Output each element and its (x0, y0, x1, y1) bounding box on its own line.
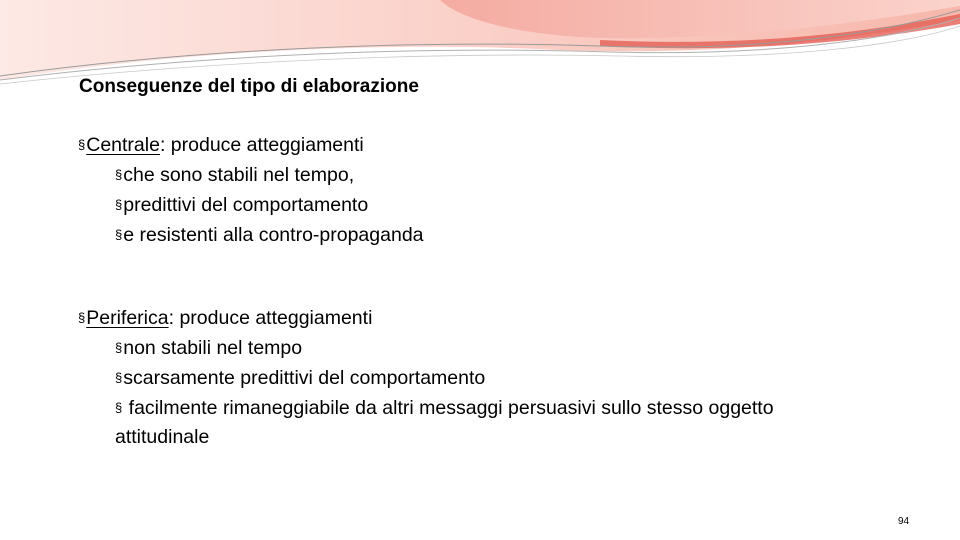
peripheral-item-continuation (78, 423, 774, 452)
central-term: Centrale (86, 134, 160, 156)
bullet-icon: § (115, 167, 123, 182)
bullet-icon: § (115, 370, 123, 385)
peripheral-item-text: scarsamente predittivi del comportamento (123, 367, 486, 389)
central-item (78, 160, 424, 190)
peripheral-heading-text: : produce atteggiamenti (168, 307, 373, 329)
peripheral-section (78, 303, 774, 452)
central-section (78, 130, 424, 250)
peripheral-item (78, 393, 774, 423)
central-item-text: e resistenti alla contro-propaganda (123, 224, 424, 246)
bullet-icon: § (115, 227, 123, 242)
central-heading-text: : produce atteggiamenti (159, 134, 364, 156)
bullet-icon: § (115, 197, 123, 212)
peripheral-item (78, 363, 774, 393)
central-heading (78, 130, 424, 160)
central-item-text: predittivi del comportamento (123, 194, 369, 216)
page-number: 94 (898, 516, 910, 527)
peripheral-item-text: facilmente rimaneggiabile da altri messaggi persuasivi sullo stesso oggetto (123, 397, 774, 419)
peripheral-heading (78, 303, 774, 333)
peripheral-item-text: non stabili nel tempo (123, 337, 303, 359)
bullet-icon: § (115, 340, 123, 355)
bullet-icon: § (78, 137, 86, 152)
slide-title: Conseguenze del tipo di elaborazione (79, 76, 419, 97)
peripheral-term: Periferica (86, 307, 169, 329)
central-item (78, 190, 424, 220)
bullet-icon: § (78, 310, 86, 325)
bullet-icon: § (115, 400, 123, 415)
central-item (78, 220, 424, 250)
peripheral-item (78, 333, 774, 363)
peripheral-item-text: attitudinale (115, 426, 210, 448)
central-item-text: che sono stabili nel tempo, (123, 164, 355, 186)
